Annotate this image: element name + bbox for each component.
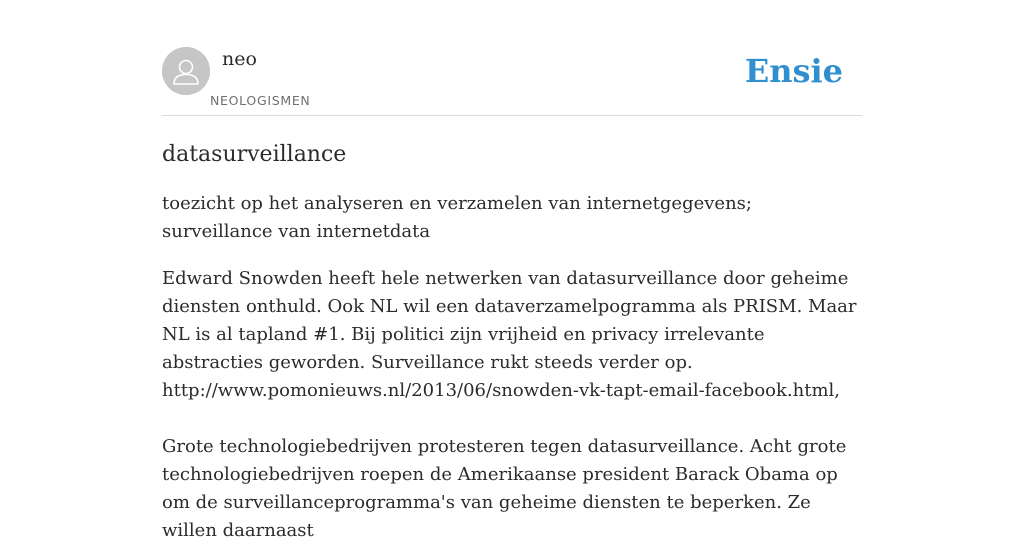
entry-definition: toezicht op het analyseren en verzamelen van internetgegevens; surveillance van internetdata	[162, 193, 752, 242]
entry-content	[162, 139, 864, 545]
username-link[interactable]: neo	[222, 48, 257, 70]
user-avatar-icon	[162, 47, 210, 95]
category-label[interactable]: NEOLOGISMEN	[210, 93, 311, 108]
user-avatar[interactable]	[162, 47, 210, 95]
entry-term: datasurveillance	[162, 142, 347, 167]
ensie-logo[interactable]: Ensie	[744, 52, 843, 90]
entry-example: Edward Snowden heeft hele netwerken van datasurveillance door geheime diensten onthuld. Ook NL wil een dataverzamelpogramma als PRISM. Maar NL is al tapland #1. Bij politici zijn vrijheid en privacy irrelevante abstracties geworden. Surveillance rukt steeds verder op. http://www.pomonieuws.nl/2013/06/snowden-vk-tapt-email-facebook.html, Grote technologiebedrijven protesteren tegen datasurveillance. Acht grote technologiebedrijven roepen de Amerikaanse president Barack Obama op om de surveillanceprogramma's van geheime diensten te beperken. Ze willen daarnaast	[162, 268, 857, 541]
entry-header	[162, 47, 862, 116]
